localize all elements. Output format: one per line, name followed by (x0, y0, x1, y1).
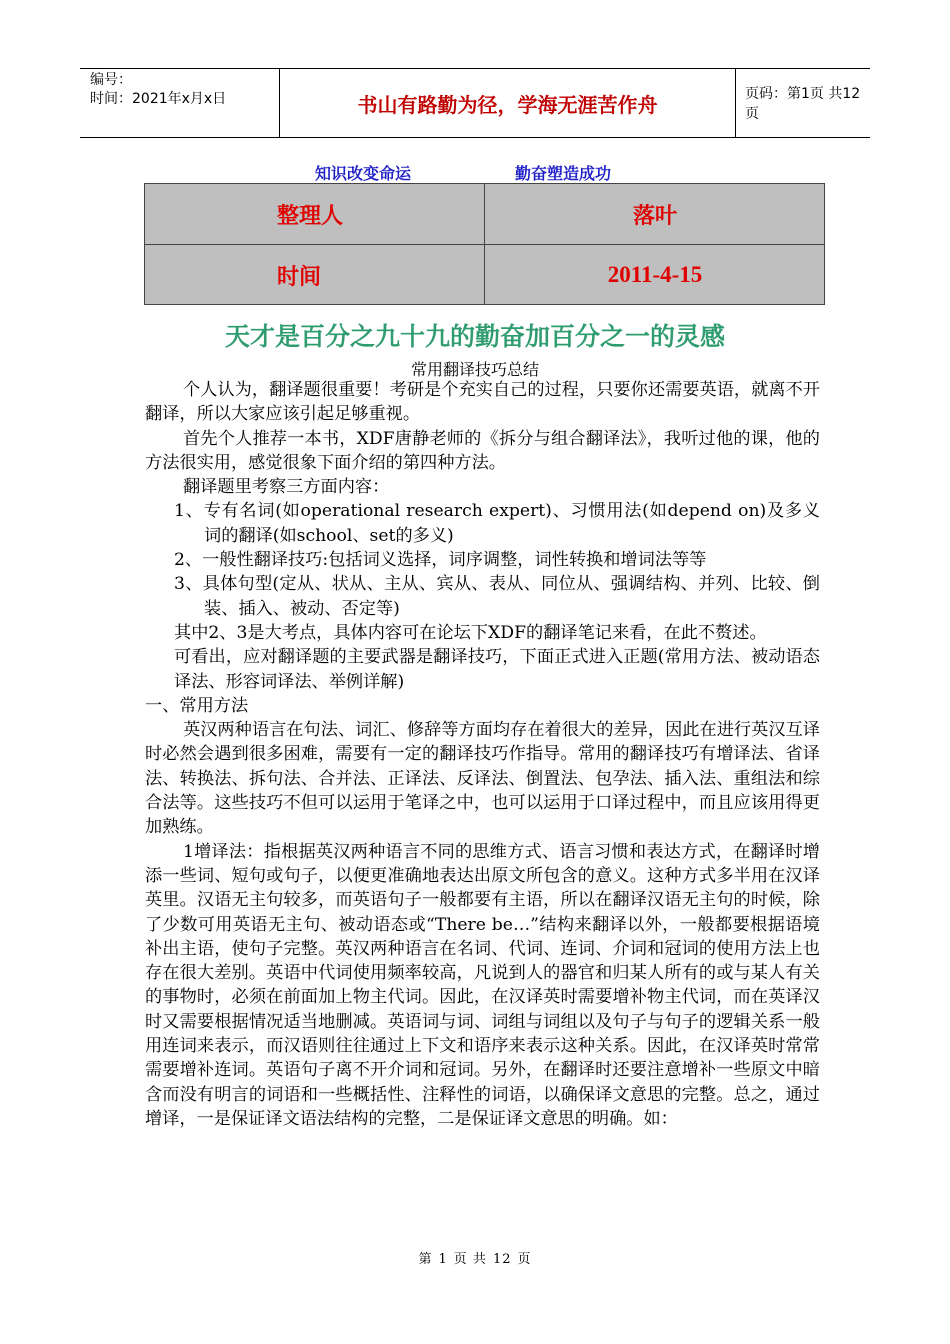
paragraph: 其中2、3是大考点，具体内容可在论坛下XDF的翻译笔记来看，在此不赘述。 (174, 622, 767, 643)
paragraph: 翻译题里考察三方面内容： (183, 477, 390, 498)
header-slogan: 书山有路勤为径，学海无涯苦作舟 (280, 69, 736, 137)
organizer-label: 整理人 (145, 184, 485, 244)
paragraph: 英汉两种语言在句法、词汇、修辞等方面均存在着很大的差异，因此在进行英汉互译时必然会遇到很多困难，需要有一定的翻译技巧作指导。常用的翻译技巧有增译法、省译法、转换法、拆句法、合并法、正译法、反译法、倒置法、包孕法、插入法、重组法和综合法等。这些技巧不但可以运用于笔译之中，也可以运用于口译过程中，而且应该用得更加熟练。 (145, 720, 820, 838)
footer-prefix: 第 (418, 1252, 433, 1267)
paragraph: 首先个人推荐一本书，XDF唐静老师的《拆分与组合翻译法》，我听过他的课，他的方法很实用，感觉很象下面介绍的第四种方法。 (145, 428, 820, 473)
date-label: 时间：2021年x月x日 (90, 91, 227, 107)
document-header (80, 68, 870, 138)
page-footer (0, 1248, 950, 1267)
info-row-organizer (145, 184, 824, 245)
header-meta (80, 69, 280, 137)
info-table (144, 183, 825, 305)
paragraph: 个人认为，翻译题很重要！考研是个充实自己的过程，只要你还需要英语，就离不开翻译，所以大家应该引起足够重视。 (145, 380, 820, 425)
footer-mid: 页 共 (453, 1252, 487, 1267)
paragraph: 1增译法：指根据英汉两种语言不同的思维方式、语言习惯和表达方式，在翻译时增添一些词、短句或句子，以便更准确地表达出原文所包含的意义。这种方式多半用在汉译英里。汉语无主句较多，而英语句子一般都要有主语，所以在翻译汉语无主句的时候，除了少数可用英语无主句、被动语态或“There be…”结构来翻译以外，一般都要根据语境补出主语，使句子完整。英汉两种语言在名词、代词、连词、介词和冠词的使用方法上也存在很大差别。英语中代词使用频率较高，凡说到人的器官和归某人所有的或与某人有关的事物时，必须在前面加上物主代词。因此，在汉译英时需要增补物主代词，而在英译汉时又需要根据情况适当地删减。英语词与词、词组与词组以及句子与句子的逻辑关系一般用连词来表示，而汉语则往往通过上下文和语序来表示这种关系。因此，在汉译英时常常需要增补连词。英语句子离不开介词和冠词。另外，在翻译时还要注意增补一些原文中暗含而没有明言的词语和一些概括性、注释性的词语，以确保译文意思的完整。总之，通过增译，一是保证译文语法结构的完整，二是保证译文意思的明确。如： (145, 841, 820, 1129)
subtitle: 常用翻译技巧总结 (410, 360, 539, 379)
motto-left: 知识改变命运 (315, 164, 412, 183)
document-body (145, 378, 820, 1131)
list-item: 2、一般性翻译技巧:包括词义选择，词序调整，词性转换和增词法等等 (174, 550, 707, 571)
header-page-info: 页码：第1页 共12页 (745, 86, 861, 122)
paragraph: 可看出，应对翻译题的主要武器是翻译技巧，下面正式进入正题(常用方法、被动语态译法、形容词译法、举例详解) (174, 647, 820, 692)
list-item: 3、具体句型(定从、状从、主从、宾从、表从、同位从、强调结构、并列、比较、倒装、插入、被动、否定等) (174, 574, 820, 619)
section-heading: 一、常用方法 (145, 695, 249, 716)
organizer-value: 落叶 (632, 203, 677, 229)
motto-right: 勤奋塑造成功 (515, 164, 612, 183)
footer-suffix: 页 (517, 1252, 532, 1267)
footer-page: 1 (438, 1252, 448, 1267)
headline: 天才是百分之九十九的勤奋加百分之一的灵感 (224, 322, 725, 351)
number-label: 编号： (90, 72, 132, 88)
date-label-cell: 时间 (145, 245, 485, 305)
date-value-cell: 2011-4-15 (607, 262, 703, 287)
info-row-date (145, 245, 824, 305)
list-item: 1、专有名词(如operational research expert)、习惯用法(如depend on)及多义词的翻译(如school、set的多义) (174, 501, 820, 546)
footer-total: 12 (492, 1252, 512, 1267)
